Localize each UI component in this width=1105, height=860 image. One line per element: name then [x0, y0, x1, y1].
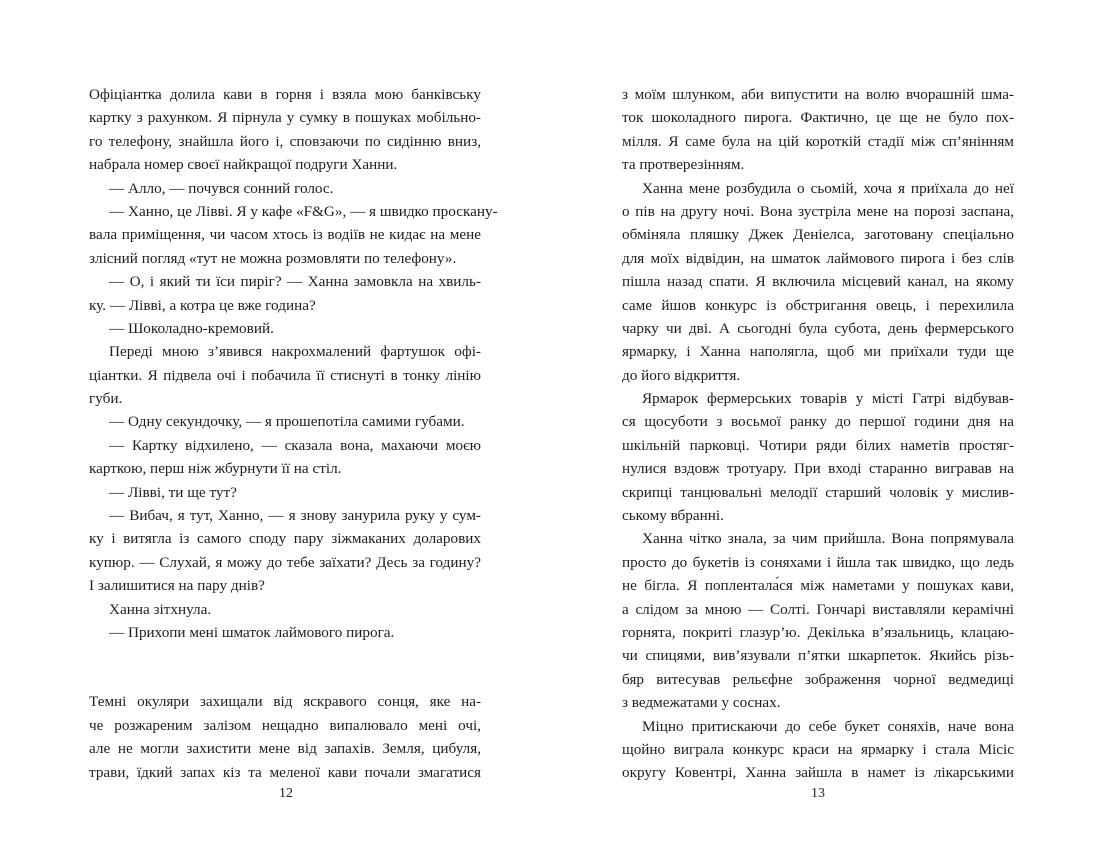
text-line: Офіціантка долила кави в горня і взяла мою банківську: [89, 86, 481, 103]
text-line: ся щосуботи з восьмої ранку до першої години дня на: [622, 413, 1014, 431]
text-line: — Картку відхилено, — сказала вона, махаючи моєю: [109, 436, 481, 454]
text-line: ку. — Ліввi, а котра це вже година?: [89, 296, 316, 314]
text-line: карткою, перш ніж жбурнути її на стіл.: [89, 460, 342, 478]
text-line: шкільній парковці. Чотири ряди білих наметів простяг-: [622, 436, 1014, 454]
text-line: ку і витягла із самого споду пару зіжмаканих доларових: [89, 530, 481, 548]
text-line: обміняла пляшку Джек Деніелса, заготовану спеціально: [622, 226, 1014, 244]
text-line: — О, і який ти їси пиріг? — Ханна замовкла на хвиль-: [109, 273, 481, 291]
text-line: чи спицями, вив’язували п’ятки шкарпеток. Якийсь різь-: [622, 647, 1014, 665]
text-line: чарку чи дві. А сьогодні була субота, день фермерського: [622, 319, 1014, 337]
text-line: че розжареним залізом нещадно випалювало мені очі,: [89, 716, 481, 734]
left-page-text: [89, 83, 498, 644]
text-line: просто до букетів із соняхами і йшла так швидко, що ледь: [622, 553, 1014, 571]
text-line: ціантки. Я підвела очі і побачила її стиснуті в тонку лінію: [89, 366, 481, 384]
text-line: для моїх відвідин, на шматок лаймового пирога і без слів: [622, 249, 1014, 267]
text-line: мілля. Я саме була на цій короткій стадії між сп’янінням: [622, 132, 1014, 150]
text-line: — Ханно, це Ліввi. Я у кафе «F&G», — я швидко проскану-: [109, 202, 498, 220]
text-line: — Прихопи мені шматок лаймового пирога.: [109, 623, 395, 641]
text-line: І залишитися на пару днів?: [89, 577, 265, 595]
text-line: та протверезінням.: [622, 156, 745, 174]
text-line: — Ліввi, ти ще тут?: [109, 483, 237, 501]
text-line: Ханна зітхнула.: [109, 600, 212, 618]
page-number-left: 12: [279, 786, 293, 801]
section-break: [89, 644, 481, 690]
left-page-section-text: [89, 690, 481, 784]
text-line: а слідом за мною — Солті. Гончарі виставляли керамічні: [622, 600, 1014, 618]
text-line: з ведмежатами у соснах.: [622, 694, 781, 712]
text-line: набрала номер своєї найкращої подруги Ханни.: [89, 156, 398, 174]
right-page: [622, 83, 1014, 785]
right-page-text: [622, 83, 1014, 785]
text-line: — Вибач, я тут, Ханно, — я знову занурила руку у сум-: [109, 507, 481, 525]
text-line: трави, їдкий запах кіз та меленої кави почали змагатися: [89, 763, 481, 781]
text-line: бяр витесував рельєфне зображення чорної ведмедиці: [622, 670, 1014, 688]
text-line: ярмарку, і Ханна наполягла, щоб ми приїхали туди ще: [622, 343, 1014, 361]
text-line: щойно виграла конкурс краси на ярмарку і стала Місіс: [622, 740, 1014, 758]
text-line: Міцно притискаючи до себе букет соняхів, наче вона: [642, 717, 1014, 735]
text-line: го телефону, знайшла його і, сповзаючи по сидінню вниз,: [89, 132, 481, 150]
text-line: до його відкриття.: [622, 366, 741, 384]
text-line: — Шоколадно-кремовий.: [109, 319, 274, 337]
text-line: Переді мною з’явився накрохмалений фартушок офі-: [109, 343, 481, 361]
text-line: Темні окуляри захищали від яскравого сонця, яке на-: [89, 693, 481, 711]
text-line: вала приміщення, чи часом хтось із водіїв не кидає на мене: [89, 226, 481, 244]
text-line: ському вбранні.: [622, 507, 724, 525]
page-number-right: 13: [811, 786, 825, 801]
text-line: о пів на другу ночі. Вона зустріла мене на порозі заспана,: [622, 202, 1014, 220]
text-line: картку з рахунком. Я пірнула у сумку в пошуках мобільно-: [89, 109, 481, 127]
text-line: злісний погляд «тут не можна розмовляти по телефону».: [89, 249, 457, 267]
text-line: ток шоколадного пирога. Фактично, це ще не було пох-: [622, 109, 1014, 127]
text-line: — Алло, — почувся сонний голос.: [109, 179, 334, 197]
text-line: — Одну секундочку, — я прошепотіла самими губами.: [109, 413, 465, 431]
text-line: губи.: [89, 390, 123, 408]
left-page: [89, 83, 498, 784]
text-line: скрипці танцювальні мелодії старший чоловік у мислив-: [622, 483, 1014, 501]
text-line: Ярмарок фермерських товарів у місті Гатрі відбував-: [642, 390, 1014, 408]
text-line: купюр. — Слухай, я можу до тебе заїхати? Десь за годину?: [89, 553, 481, 571]
text-line: не бігла. Я поплентала́ся між наметами у пошуках кави,: [622, 577, 1014, 595]
text-line: саме йшов конкурс із обстригання овець, і перехилила: [622, 296, 1014, 314]
text-line: Ханна мене розбудила о сьомій, хоча я приїхала до неї: [642, 179, 1014, 197]
text-line: з моїм шлунком, аби випустити на волю вчорашній шма-: [622, 86, 1014, 103]
text-line: округу Ковентрі, Ханна зайшла в намет із лікарськими: [622, 764, 1014, 782]
text-line: але не могли захистити мене від запахів. Земля, цибуля,: [89, 740, 481, 758]
text-line: Ханна чітко знала, за чим прийшла. Вона попрямувала: [642, 530, 1014, 548]
text-line: нулися вздовж тротуару. При вході старанно вигравав на: [622, 460, 1014, 478]
text-line: пішла назад спати. Я включила місцевий канал, на якому: [622, 273, 1014, 291]
text-line: горнята, покриті глазур’ю. Декілька в’язальниць, клацаю-: [622, 623, 1014, 641]
